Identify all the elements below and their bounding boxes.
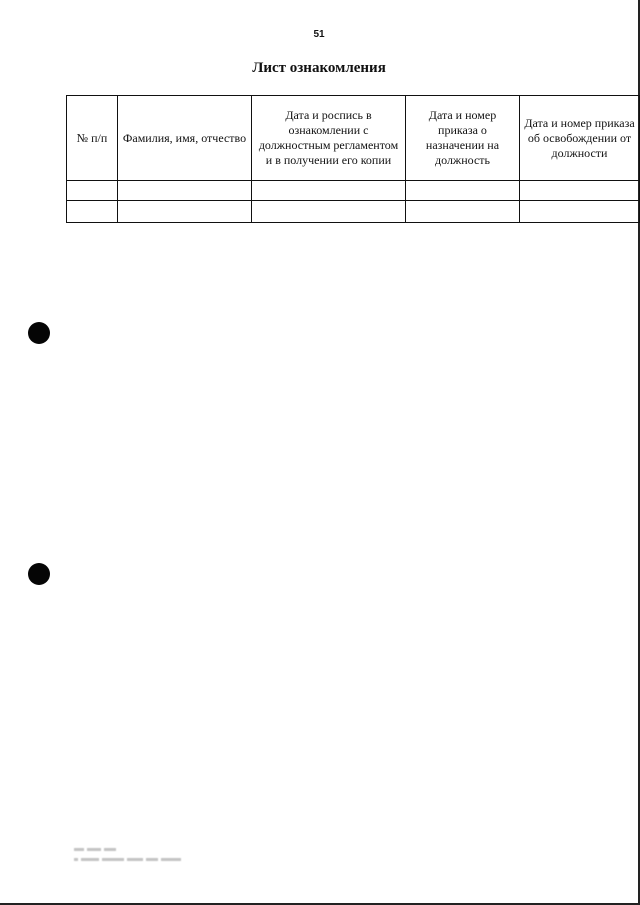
punch-hole-icon xyxy=(28,322,50,344)
table-cell xyxy=(252,201,406,223)
table-cell xyxy=(520,201,640,223)
header-dismissal-order: Дата и номер приказа об освобождении от должности xyxy=(520,96,640,181)
table-cell xyxy=(406,201,520,223)
table-cell xyxy=(118,181,252,201)
table-cell xyxy=(252,181,406,201)
page-number: 51 xyxy=(313,29,325,40)
table-row xyxy=(67,181,640,201)
table-header-row xyxy=(67,96,640,181)
header-full-name: Фамилия, имя, отчество xyxy=(118,96,252,181)
header-signature-date: Дата и роспись в ознакомлении с должностным регламентом и в получении его копии xyxy=(252,96,406,181)
table-row xyxy=(67,201,640,223)
table-cell xyxy=(118,201,252,223)
punch-hole-icon xyxy=(28,563,50,585)
page-title: Лист ознакомления xyxy=(252,60,386,76)
table-cell xyxy=(67,181,118,201)
faded-stamp-icon xyxy=(72,845,212,867)
table-cell xyxy=(67,201,118,223)
acknowledgement-table xyxy=(66,95,640,223)
header-appointment-order: Дата и номер приказа о назначении на должность xyxy=(406,96,520,181)
table-cell xyxy=(406,181,520,201)
header-number: № п/п xyxy=(67,96,118,181)
table-cell xyxy=(520,181,640,201)
